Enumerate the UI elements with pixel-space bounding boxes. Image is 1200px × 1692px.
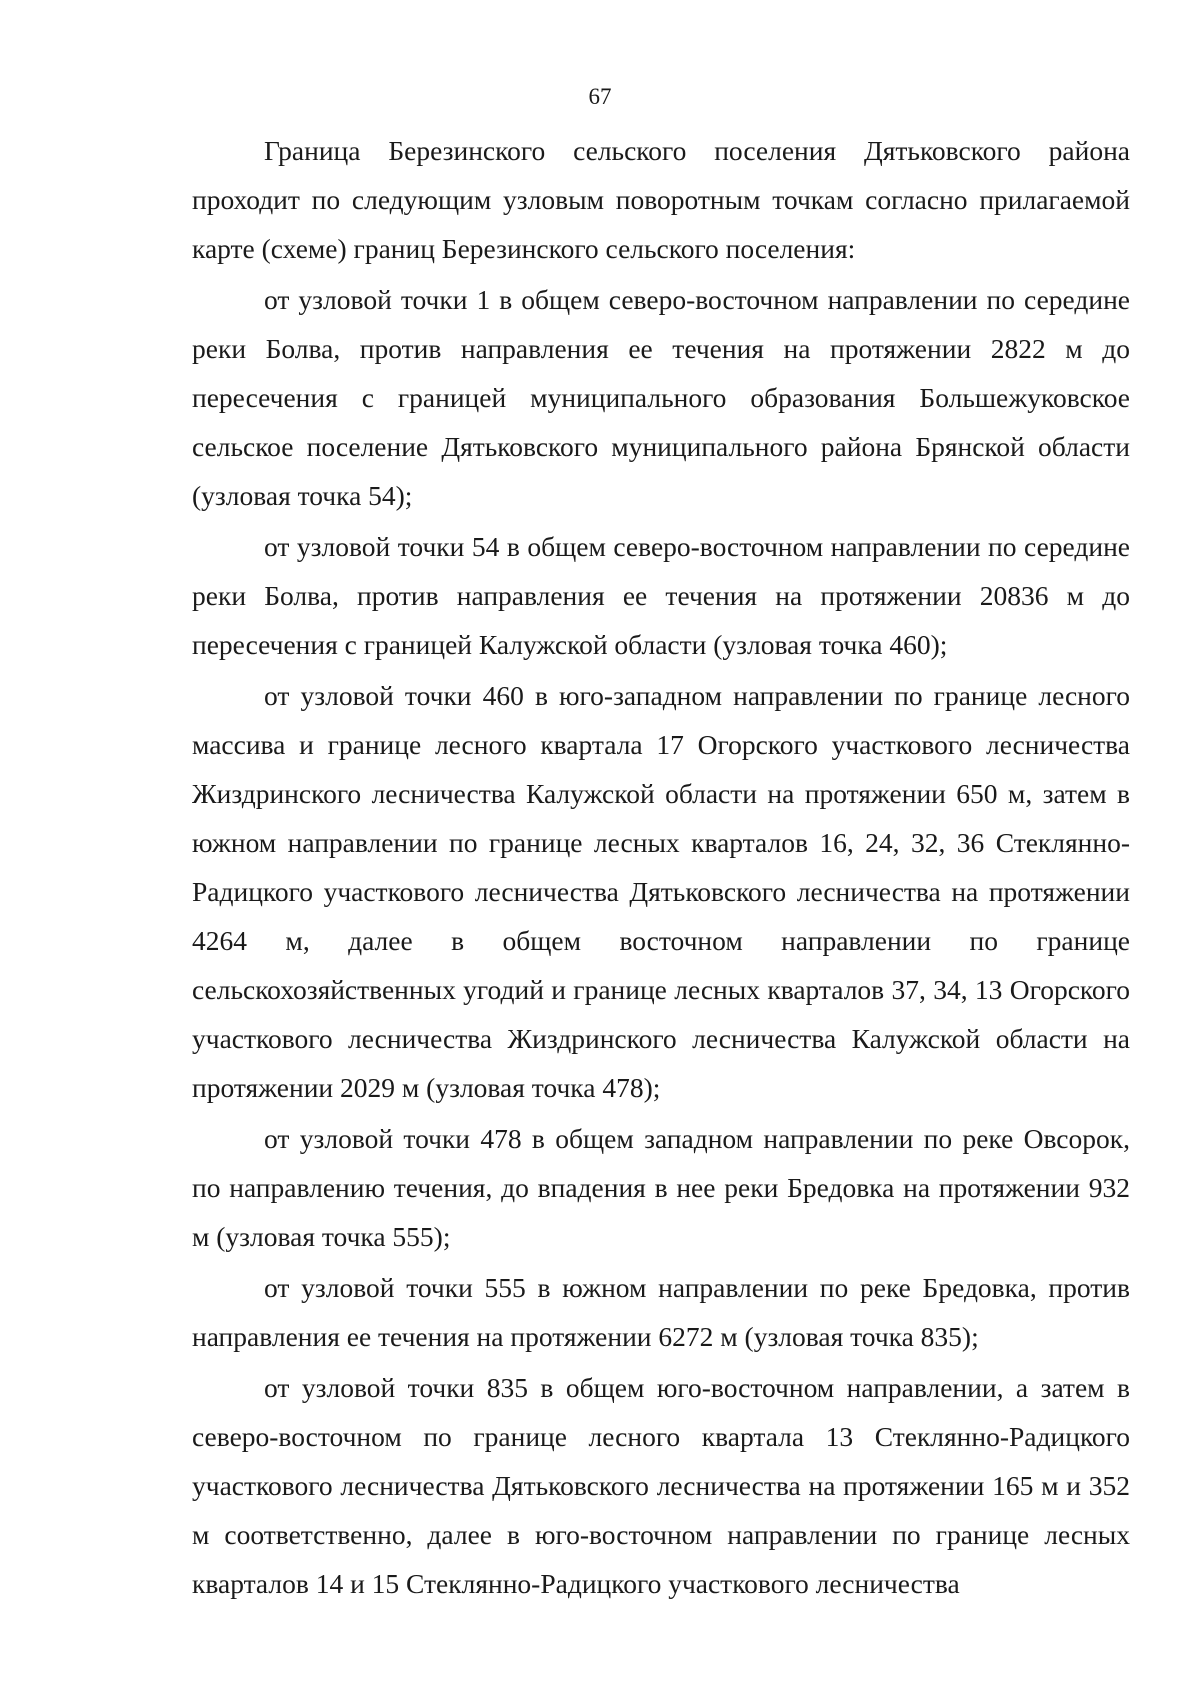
paragraph-point-1: от узловой точки 1 в общем северо-восточном направлении по середине реки Болва, против направления ее течения на протяжении 2822 м до пересечения с границей муниципального образования Большежуковское сельское поселение Дятьковского муниципального района Брянской области (узловая точка 54); <box>192 284 1130 511</box>
paragraph-point-555: от узловой точки 555 в южном направлении по реке Бредовка, против направления ее течения на протяжении 6272 м (узловая точка 835); <box>192 1272 1130 1352</box>
document-body <box>192 126 1130 1608</box>
paragraph-point-460: от узловой точки 460 в юго-западном направлении по границе лесного массива и границе лесного квартала 17 Огорского участкового лесничества Жиздринского лесничества Калужской области на протяжении 650 м, затем в южном направлении по границе лесных кварталов 16, 24, 32, 36 Стеклянно-Радицкого участкового лесничества Дятьковского лесничества на протяжении 4264 м, далее в общем восточном направлении по границе сельскохозяйственных угодий и границе лесных кварталов 37, 34, 13 Огорского участкового лесничества Жиздринского лесничества Калужской области на протяжении 2029 м (узловая точка 478); <box>192 680 1130 1103</box>
page-number: 67 <box>588 84 612 109</box>
paragraph-point-835: от узловой точки 835 в общем юго-восточном направлении, а затем в северо-восточном по границе лесного квартала 13 Стеклянно-Радицкого участкового лесничества Дятьковского лесничества на протяжении 165 м и 352 м соответственно, далее в юго-восточном направлении по границе лесных кварталов 14 и 15 Стеклянно-Радицкого участкового лесничества <box>192 1372 1130 1599</box>
paragraph-point-54: от узловой точки 54 в общем северо-восточном направлении по середине реки Болва, против направления ее течения на протяжении 20836 м до пересечения с границей Калужской области (узловая точка 460); <box>192 531 1130 660</box>
paragraph-point-478: от узловой точки 478 в общем западном направлении по реке Овсорок, по направлению течения, до впадения в нее реки Бредовка на протяжении 932 м (узловая точка 555); <box>192 1123 1130 1252</box>
paragraph-intro: Граница Березинского сельского поселения Дятьковского района проходит по следующим узловым поворотным точкам согласно прилагаемой карте (схеме) границ Березинского сельского поселения: <box>192 135 1130 264</box>
